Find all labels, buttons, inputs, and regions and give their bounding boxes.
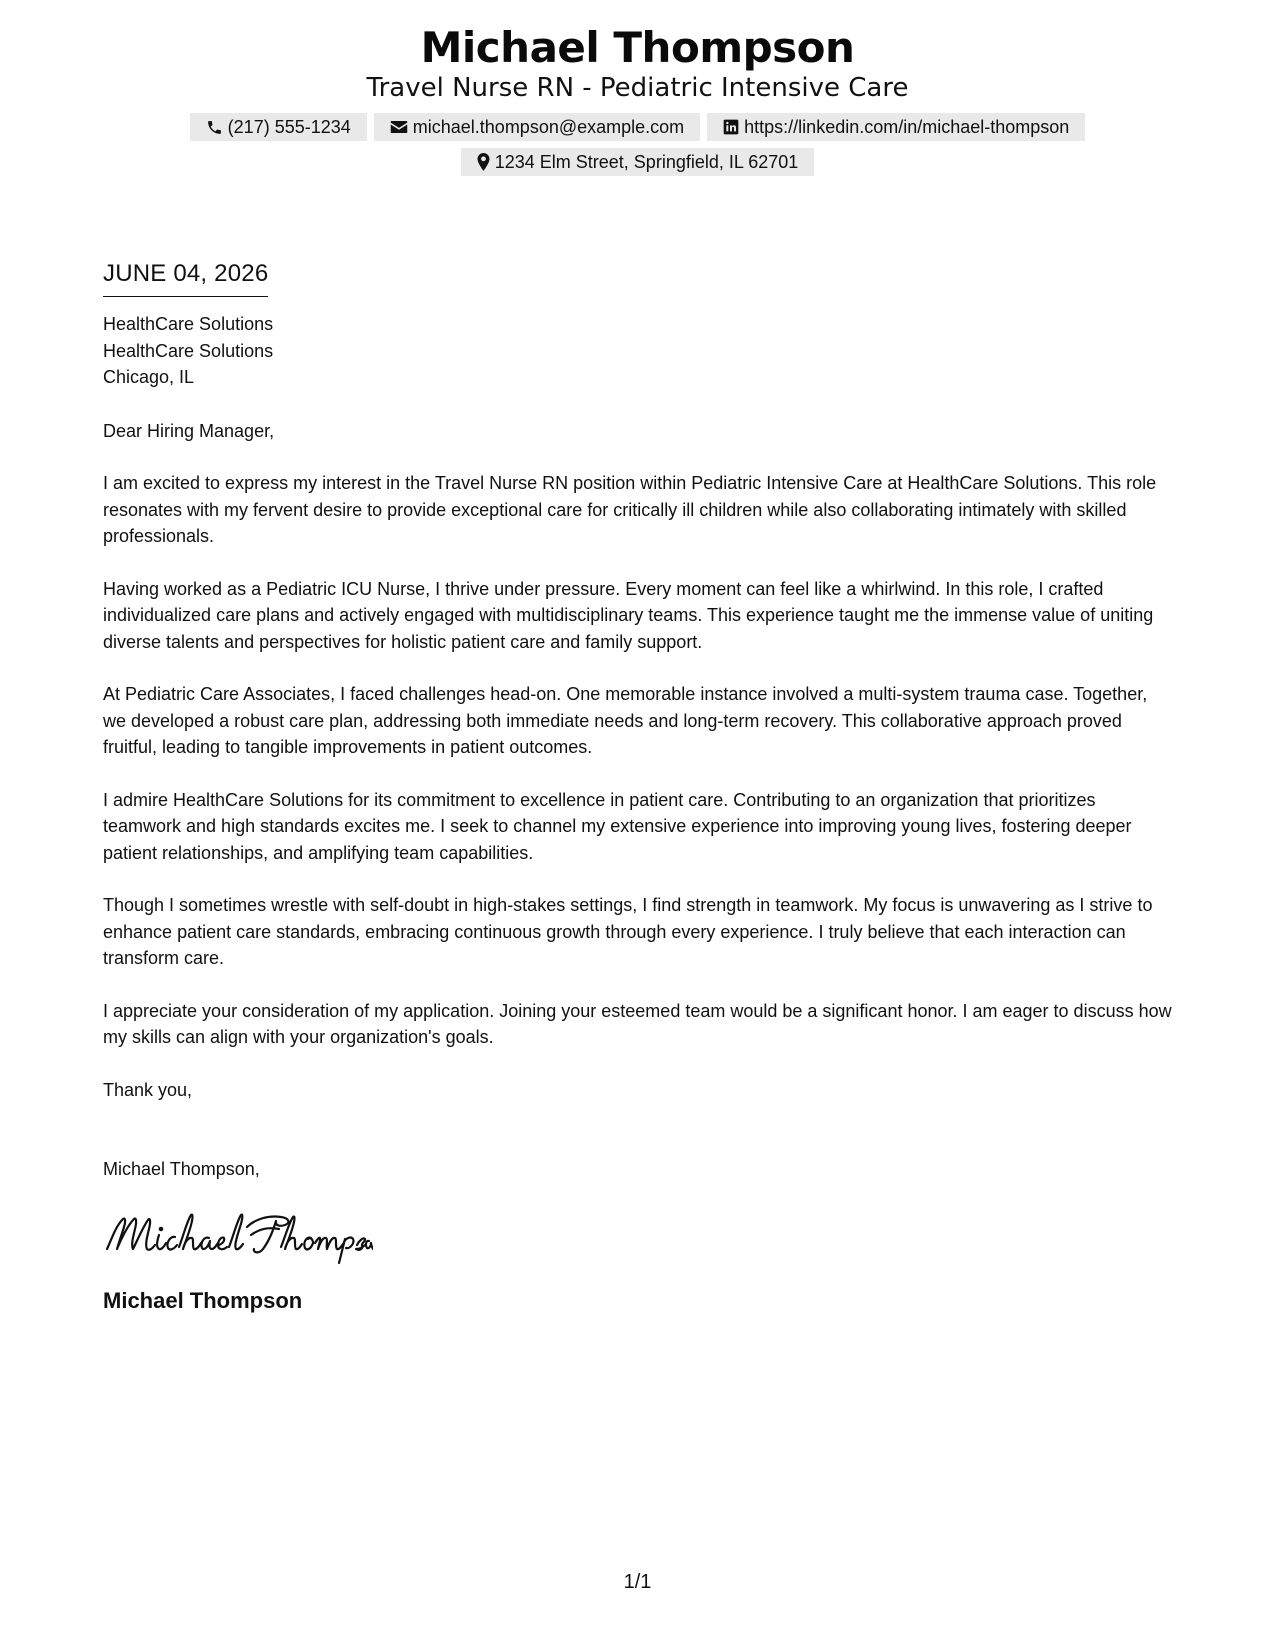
handwritten-signature: [103, 1205, 373, 1265]
address-contact[interactable]: [461, 148, 815, 176]
email-contact[interactable]: [374, 113, 700, 141]
address-text: 1234 Elm Street, Springfield, IL 62701: [494, 152, 799, 172]
typed-name: Michael Thompson: [103, 1287, 303, 1313]
recipient-line: Chicago, IL: [103, 367, 195, 387]
linkedin-text: https://linkedin.com/in/michael-thompson: [744, 117, 1070, 137]
contact-row: [0, 113, 1275, 141]
body-paragraph: I appreciate your consideration of my application. Joining your esteemed team would be a significant honor. I am eager to discuss how my skills can align with your organization's goals.: [103, 1000, 1172, 1047]
body-paragraph: At Pediatric Care Associates, I faced challenges head-on. One memorable instance involved a multi-system trauma case. Together, we developed a robust care plan, addressing both immediate needs and long-term recovery. This collaborative approach proved fruitful, leading to tangible improvements in patient outcomes.: [103, 684, 1148, 757]
recipient-block: [103, 311, 1173, 391]
linkedin-icon: [723, 119, 739, 135]
body-paragraph: I admire HealthCare Solutions for its commitment to excellence in patient care. Contributing to an organization that prioritizes teamwork and high standards excites me. I seek to channel my extensive experience into improving young lives, fostering deeper patient relationships, and amplifying team capabilities.: [103, 789, 1132, 863]
contact-row-address: [0, 148, 1275, 176]
envelope-icon: [390, 119, 408, 135]
phone-contact[interactable]: [190, 113, 367, 141]
body-paragraph: I am excited to express my interest in the Travel Nurse RN position within Pediatric Intensive Care at HealthCare Solutions. This role resonates with my fervent desire to provide exceptional care for critically ill children while also collaborating intimately with skilled professionals.: [103, 473, 1157, 546]
signoff-name: Michael Thompson,: [103, 1159, 260, 1179]
map-pin-icon: [477, 153, 490, 171]
letter-date: JUNE 04, 2026: [103, 258, 268, 297]
phone-icon: [206, 119, 223, 136]
body-paragraph: Having worked as a Pediatric ICU Nurse, I thrive under pressure. Every moment can feel like a whirlwind. In this role, I crafted individualized care plans and actively engaged with multidisciplinary teams. This experience taught me the immense value of uniting diverse talents and perspectives for holistic patient care and family support.: [103, 578, 1154, 652]
phone-text: (217) 555-1234: [227, 117, 351, 137]
applicant-name: Michael Thompson: [420, 23, 855, 72]
salutation: Dear Hiring Manager,: [103, 420, 275, 441]
job-title: Travel Nurse RN - Pediatric Intensive Care: [366, 73, 909, 103]
page-indicator: 1/1: [623, 1571, 652, 1593]
body-paragraph: Though I sometimes wrestle with self-doubt in high-stakes settings, I find strength in teamwork. My focus is unwavering as I strive to enhance patient care standards, embracing continuous growth through every experience. I truly believe that each interaction can transform care.: [103, 895, 1153, 968]
linkedin-contact[interactable]: [707, 113, 1085, 141]
letter-header: [0, 22, 1275, 176]
recipient-line: HealthCare Solutions: [103, 340, 274, 361]
letter-body: [103, 258, 1173, 1315]
email-text: michael.thompson@example.com: [412, 117, 685, 137]
recipient-line: HealthCare Solutions: [103, 314, 274, 334]
closing-line: Thank you,: [103, 1079, 193, 1100]
